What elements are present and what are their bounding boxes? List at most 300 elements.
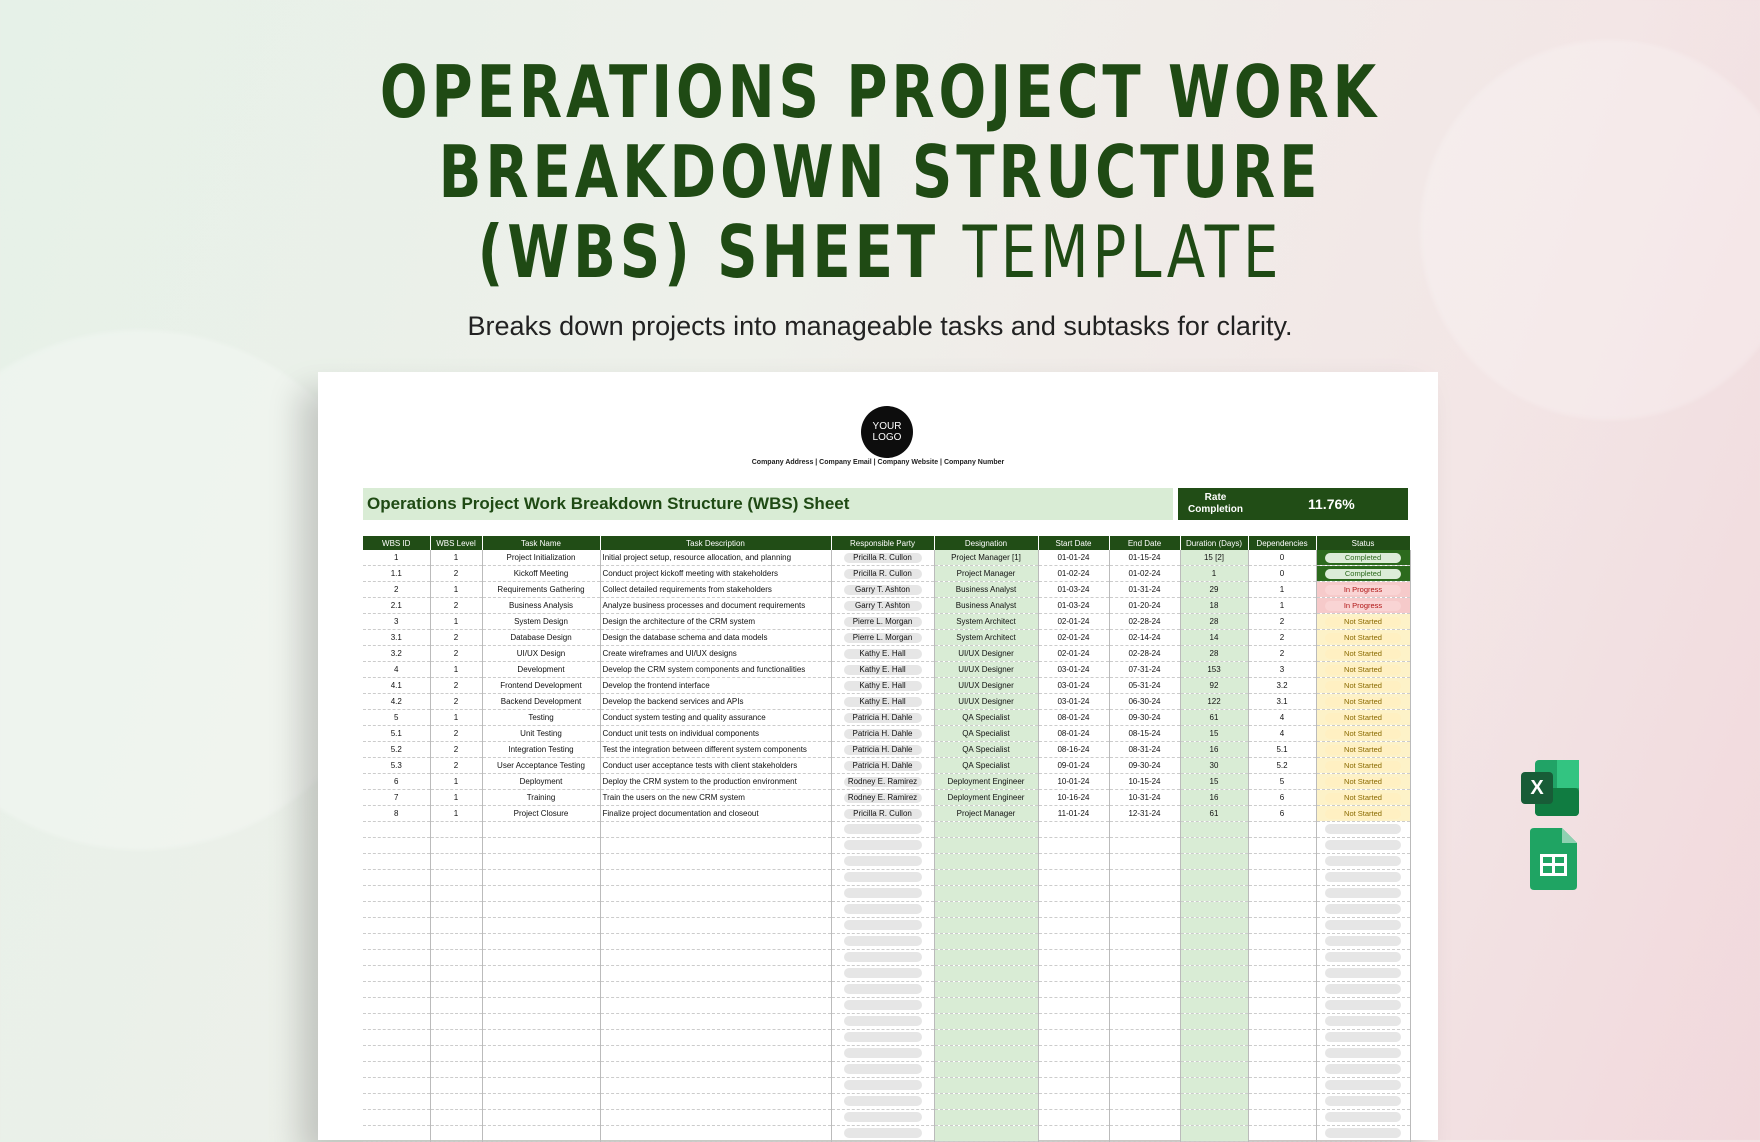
table-cell[interactable]: Create wireframes and UI/UX designs xyxy=(600,646,831,662)
table-cell[interactable] xyxy=(831,854,934,870)
table-cell[interactable]: 05-31-24 xyxy=(1109,678,1180,694)
table-cell[interactable] xyxy=(363,950,430,966)
table-cell[interactable]: 15 xyxy=(1180,774,1248,790)
table-cell[interactable] xyxy=(1248,1078,1316,1094)
table-cell[interactable] xyxy=(482,950,600,966)
table-cell[interactable]: 1 xyxy=(430,582,482,598)
table-cell[interactable] xyxy=(934,934,1038,950)
table-cell[interactable] xyxy=(1180,950,1248,966)
table-cell[interactable] xyxy=(430,838,482,854)
table-cell[interactable]: 1 xyxy=(430,710,482,726)
table-row[interactable] xyxy=(363,774,1410,790)
table-cell[interactable] xyxy=(482,998,600,1014)
table-cell[interactable]: 02-01-24 xyxy=(1038,614,1109,630)
table-cell[interactable] xyxy=(934,918,1038,934)
table-cell[interactable] xyxy=(430,1030,482,1046)
table-cell[interactable] xyxy=(831,966,934,982)
table-cell[interactable]: 01-20-24 xyxy=(1109,598,1180,614)
table-cell[interactable]: 01-01-24 xyxy=(1038,550,1109,566)
table-cell[interactable] xyxy=(831,934,934,950)
table-cell[interactable]: User Acceptance Testing xyxy=(482,758,600,774)
table-cell[interactable] xyxy=(430,886,482,902)
table-cell[interactable]: Project Manager xyxy=(934,566,1038,582)
table-cell[interactable] xyxy=(831,1014,934,1030)
table-cell[interactable] xyxy=(934,822,1038,838)
table-cell[interactable]: 30 xyxy=(1180,758,1248,774)
table-cell[interactable] xyxy=(831,694,934,710)
table-cell[interactable]: 2 xyxy=(1248,630,1316,646)
table-cell[interactable] xyxy=(934,966,1038,982)
google-sheets-icon[interactable] xyxy=(1530,828,1577,890)
table-cell[interactable]: 1 xyxy=(363,550,430,566)
table-cell[interactable]: 02-28-24 xyxy=(1109,614,1180,630)
table-row[interactable] xyxy=(363,806,1410,822)
table-cell[interactable] xyxy=(1109,838,1180,854)
table-cell[interactable] xyxy=(1316,982,1410,998)
table-cell[interactable] xyxy=(363,854,430,870)
table-cell[interactable] xyxy=(1316,614,1410,630)
table-cell[interactable] xyxy=(482,918,600,934)
table-row[interactable] xyxy=(363,598,1410,614)
empty-table-row[interactable] xyxy=(363,934,1410,950)
table-cell[interactable]: Business Analysis xyxy=(482,598,600,614)
table-cell[interactable] xyxy=(1248,1126,1316,1142)
table-cell[interactable] xyxy=(482,966,600,982)
table-cell[interactable]: 2 xyxy=(430,694,482,710)
table-cell[interactable] xyxy=(363,1062,430,1078)
table-cell[interactable]: 5.1 xyxy=(363,726,430,742)
table-cell[interactable] xyxy=(430,1062,482,1078)
table-cell[interactable] xyxy=(831,822,934,838)
table-cell[interactable]: Database Design xyxy=(482,630,600,646)
table-cell[interactable] xyxy=(1316,678,1410,694)
table-cell[interactable] xyxy=(1316,1046,1410,1062)
table-cell[interactable]: QA Specialist xyxy=(934,710,1038,726)
table-cell[interactable] xyxy=(1038,966,1109,982)
table-cell[interactable] xyxy=(600,934,831,950)
table-cell[interactable] xyxy=(934,870,1038,886)
table-cell[interactable] xyxy=(831,630,934,646)
table-cell[interactable]: 7 xyxy=(363,790,430,806)
table-cell[interactable] xyxy=(1038,902,1109,918)
table-row[interactable] xyxy=(363,582,1410,598)
table-cell[interactable] xyxy=(1038,1094,1109,1110)
table-cell[interactable] xyxy=(482,934,600,950)
table-cell[interactable] xyxy=(1248,982,1316,998)
table-cell[interactable] xyxy=(1316,726,1410,742)
table-cell[interactable] xyxy=(430,902,482,918)
table-cell[interactable] xyxy=(430,966,482,982)
empty-table-row[interactable] xyxy=(363,1014,1410,1030)
table-cell[interactable]: 3.1 xyxy=(1248,694,1316,710)
table-cell[interactable]: 92 xyxy=(1180,678,1248,694)
table-cell[interactable] xyxy=(1316,1126,1410,1142)
table-cell[interactable] xyxy=(831,1110,934,1126)
table-cell[interactable]: 03-01-24 xyxy=(1038,678,1109,694)
table-cell[interactable]: Initial project setup, resource allocation, and planning xyxy=(600,550,831,566)
table-cell[interactable] xyxy=(1316,646,1410,662)
table-cell[interactable]: 3.1 xyxy=(363,630,430,646)
table-cell[interactable] xyxy=(1248,1014,1316,1030)
table-cell[interactable]: 02-01-24 xyxy=(1038,646,1109,662)
table-cell[interactable] xyxy=(1180,854,1248,870)
empty-table-row[interactable] xyxy=(363,902,1410,918)
table-cell[interactable]: 1 xyxy=(1248,582,1316,598)
table-row[interactable] xyxy=(363,758,1410,774)
table-cell[interactable]: Conduct user acceptance tests with client stakeholders xyxy=(600,758,831,774)
table-cell[interactable] xyxy=(600,1030,831,1046)
table-cell[interactable]: Develop the frontend interface xyxy=(600,678,831,694)
table-cell[interactable]: 1 xyxy=(430,614,482,630)
table-cell[interactable]: 09-01-24 xyxy=(1038,758,1109,774)
empty-table-row[interactable] xyxy=(363,886,1410,902)
table-cell[interactable] xyxy=(600,1126,831,1142)
table-cell[interactable] xyxy=(482,1110,600,1126)
table-row[interactable] xyxy=(363,694,1410,710)
table-cell[interactable] xyxy=(363,1094,430,1110)
table-cell[interactable] xyxy=(1180,1030,1248,1046)
table-cell[interactable]: 2 xyxy=(430,758,482,774)
table-cell[interactable] xyxy=(934,886,1038,902)
table-cell[interactable] xyxy=(1248,902,1316,918)
table-cell[interactable]: 5 xyxy=(363,710,430,726)
table-cell[interactable] xyxy=(1316,822,1410,838)
table-cell[interactable]: 122 xyxy=(1180,694,1248,710)
table-cell[interactable] xyxy=(363,902,430,918)
table-cell[interactable]: 01-03-24 xyxy=(1038,582,1109,598)
table-cell[interactable]: 0 xyxy=(1248,566,1316,582)
table-cell[interactable]: System Design xyxy=(482,614,600,630)
table-cell[interactable]: 2 xyxy=(430,630,482,646)
table-cell[interactable] xyxy=(831,998,934,1014)
table-cell[interactable] xyxy=(1109,1014,1180,1030)
table-cell[interactable] xyxy=(482,854,600,870)
table-cell[interactable] xyxy=(1316,1078,1410,1094)
empty-table-row[interactable] xyxy=(363,950,1410,966)
table-cell[interactable] xyxy=(482,886,600,902)
table-cell[interactable]: 2 xyxy=(430,726,482,742)
table-cell[interactable] xyxy=(934,902,1038,918)
table-cell[interactable]: 4.2 xyxy=(363,694,430,710)
table-cell[interactable] xyxy=(1038,1046,1109,1062)
table-cell[interactable] xyxy=(1109,1094,1180,1110)
table-cell[interactable]: 28 xyxy=(1180,614,1248,630)
table-cell[interactable] xyxy=(1180,1078,1248,1094)
table-cell[interactable] xyxy=(482,838,600,854)
table-cell[interactable]: Project Manager xyxy=(934,806,1038,822)
table-cell[interactable] xyxy=(831,1094,934,1110)
table-cell[interactable] xyxy=(1180,1062,1248,1078)
table-cell[interactable] xyxy=(934,1062,1038,1078)
table-cell[interactable]: Collect detailed requirements from stakeholders xyxy=(600,582,831,598)
table-cell[interactable] xyxy=(1316,902,1410,918)
table-cell[interactable]: Backend Development xyxy=(482,694,600,710)
table-row[interactable] xyxy=(363,550,1410,566)
table-cell[interactable] xyxy=(1109,870,1180,886)
table-cell[interactable] xyxy=(831,726,934,742)
table-cell[interactable] xyxy=(363,1014,430,1030)
table-cell[interactable] xyxy=(1038,1030,1109,1046)
table-cell[interactable] xyxy=(1038,998,1109,1014)
table-cell[interactable] xyxy=(831,678,934,694)
table-cell[interactable] xyxy=(831,918,934,934)
table-cell[interactable] xyxy=(430,1126,482,1142)
table-cell[interactable] xyxy=(1316,1062,1410,1078)
table-cell[interactable] xyxy=(831,1126,934,1142)
table-row[interactable] xyxy=(363,678,1410,694)
table-cell[interactable] xyxy=(1038,854,1109,870)
table-cell[interactable] xyxy=(1248,1110,1316,1126)
table-cell[interactable]: 08-15-24 xyxy=(1109,726,1180,742)
table-cell[interactable]: 11-01-24 xyxy=(1038,806,1109,822)
table-cell[interactable] xyxy=(600,1110,831,1126)
table-cell[interactable] xyxy=(430,1046,482,1062)
table-cell[interactable]: Deployment Engineer xyxy=(934,790,1038,806)
table-cell[interactable]: 2 xyxy=(1248,646,1316,662)
table-cell[interactable] xyxy=(363,934,430,950)
table-cell[interactable]: Conduct system testing and quality assurance xyxy=(600,710,831,726)
table-cell[interactable] xyxy=(1180,966,1248,982)
table-cell[interactable]: 28 xyxy=(1180,646,1248,662)
table-cell[interactable] xyxy=(600,902,831,918)
empty-table-row[interactable] xyxy=(363,982,1410,998)
table-cell[interactable] xyxy=(600,1014,831,1030)
empty-table-row[interactable] xyxy=(363,838,1410,854)
table-cell[interactable]: 2 xyxy=(430,598,482,614)
table-cell[interactable] xyxy=(1180,838,1248,854)
table-cell[interactable] xyxy=(600,950,831,966)
table-cell[interactable] xyxy=(1180,1110,1248,1126)
table-cell[interactable]: 6 xyxy=(363,774,430,790)
table-cell[interactable] xyxy=(600,886,831,902)
table-cell[interactable] xyxy=(363,870,430,886)
table-cell[interactable]: 16 xyxy=(1180,790,1248,806)
table-cell[interactable]: 1.1 xyxy=(363,566,430,582)
table-cell[interactable] xyxy=(600,1078,831,1094)
table-cell[interactable]: Finalize project documentation and closeout xyxy=(600,806,831,822)
table-cell[interactable] xyxy=(934,998,1038,1014)
table-cell[interactable] xyxy=(1180,1094,1248,1110)
table-cell[interactable] xyxy=(1316,1030,1410,1046)
empty-table-row[interactable] xyxy=(363,998,1410,1014)
empty-table-row[interactable] xyxy=(363,1126,1410,1142)
table-cell[interactable]: 4 xyxy=(363,662,430,678)
table-cell[interactable]: Project Closure xyxy=(482,806,600,822)
table-cell[interactable]: 02-14-24 xyxy=(1109,630,1180,646)
table-cell[interactable] xyxy=(1180,822,1248,838)
table-cell[interactable]: Frontend Development xyxy=(482,678,600,694)
table-cell[interactable] xyxy=(1180,886,1248,902)
table-cell[interactable]: 6 xyxy=(1248,790,1316,806)
table-cell[interactable]: 4.1 xyxy=(363,678,430,694)
table-cell[interactable] xyxy=(1248,998,1316,1014)
table-cell[interactable] xyxy=(831,566,934,582)
table-cell[interactable] xyxy=(1109,998,1180,1014)
table-cell[interactable] xyxy=(1316,742,1410,758)
table-cell[interactable]: 14 xyxy=(1180,630,1248,646)
table-cell[interactable] xyxy=(1316,998,1410,1014)
table-cell[interactable]: UI/UX Designer xyxy=(934,662,1038,678)
table-cell[interactable]: 12-31-24 xyxy=(1109,806,1180,822)
table-cell[interactable]: 01-02-24 xyxy=(1109,566,1180,582)
table-cell[interactable] xyxy=(831,1078,934,1094)
table-cell[interactable] xyxy=(363,838,430,854)
table-cell[interactable] xyxy=(934,838,1038,854)
table-cell[interactable]: 5.2 xyxy=(363,742,430,758)
table-cell[interactable] xyxy=(1248,966,1316,982)
table-cell[interactable]: 3.2 xyxy=(363,646,430,662)
table-cell[interactable] xyxy=(1316,1110,1410,1126)
table-cell[interactable] xyxy=(482,1062,600,1078)
table-row[interactable] xyxy=(363,614,1410,630)
table-cell[interactable]: 1 xyxy=(1180,566,1248,582)
table-cell[interactable] xyxy=(430,822,482,838)
table-cell[interactable]: 61 xyxy=(1180,710,1248,726)
table-cell[interactable] xyxy=(831,806,934,822)
table-cell[interactable] xyxy=(1180,1126,1248,1142)
empty-table-row[interactable] xyxy=(363,1046,1410,1062)
table-cell[interactable] xyxy=(1109,822,1180,838)
table-cell[interactable] xyxy=(831,598,934,614)
table-cell[interactable] xyxy=(600,854,831,870)
table-cell[interactable] xyxy=(1316,790,1410,806)
table-cell[interactable]: Conduct project kickoff meeting with stakeholders xyxy=(600,566,831,582)
table-cell[interactable] xyxy=(363,1078,430,1094)
table-cell[interactable]: 61 xyxy=(1180,806,1248,822)
table-cell[interactable] xyxy=(831,902,934,918)
table-cell[interactable] xyxy=(1248,950,1316,966)
table-cell[interactable] xyxy=(363,1126,430,1142)
table-cell[interactable] xyxy=(1109,1078,1180,1094)
table-cell[interactable]: System Architect xyxy=(934,630,1038,646)
table-cell[interactable] xyxy=(600,1094,831,1110)
table-cell[interactable] xyxy=(1248,1094,1316,1110)
table-cell[interactable] xyxy=(1316,870,1410,886)
table-cell[interactable]: Develop the backend services and APIs xyxy=(600,694,831,710)
table-cell[interactable] xyxy=(482,1126,600,1142)
table-cell[interactable] xyxy=(831,646,934,662)
table-cell[interactable] xyxy=(1109,966,1180,982)
table-cell[interactable] xyxy=(1038,950,1109,966)
table-cell[interactable] xyxy=(1109,918,1180,934)
table-cell[interactable] xyxy=(600,870,831,886)
table-cell[interactable] xyxy=(1248,1046,1316,1062)
empty-table-row[interactable] xyxy=(363,1110,1410,1126)
empty-table-row[interactable] xyxy=(363,1030,1410,1046)
table-cell[interactable] xyxy=(430,934,482,950)
table-cell[interactable] xyxy=(1109,1110,1180,1126)
table-cell[interactable] xyxy=(1038,1014,1109,1030)
table-cell[interactable] xyxy=(1316,1094,1410,1110)
table-row[interactable] xyxy=(363,630,1410,646)
table-cell[interactable] xyxy=(482,870,600,886)
table-cell[interactable] xyxy=(363,998,430,1014)
table-cell[interactable] xyxy=(363,982,430,998)
table-cell[interactable] xyxy=(934,1046,1038,1062)
table-cell[interactable] xyxy=(1248,854,1316,870)
table-cell[interactable] xyxy=(1109,1126,1180,1142)
table-cell[interactable] xyxy=(1248,870,1316,886)
table-cell[interactable] xyxy=(1316,950,1410,966)
table-cell[interactable]: 10-16-24 xyxy=(1038,790,1109,806)
table-cell[interactable]: Kickoff Meeting xyxy=(482,566,600,582)
table-cell[interactable] xyxy=(600,822,831,838)
table-cell[interactable] xyxy=(1316,630,1410,646)
table-cell[interactable] xyxy=(1316,758,1410,774)
table-cell[interactable]: 08-31-24 xyxy=(1109,742,1180,758)
empty-table-row[interactable] xyxy=(363,854,1410,870)
table-cell[interactable] xyxy=(934,1094,1038,1110)
table-cell[interactable]: 02-28-24 xyxy=(1109,646,1180,662)
table-cell[interactable] xyxy=(430,998,482,1014)
table-cell[interactable]: 15 xyxy=(1180,726,1248,742)
empty-table-row[interactable] xyxy=(363,822,1410,838)
table-cell[interactable] xyxy=(430,1014,482,1030)
table-cell[interactable] xyxy=(363,918,430,934)
table-cell[interactable] xyxy=(482,1046,600,1062)
table-cell[interactable] xyxy=(1180,918,1248,934)
table-cell[interactable] xyxy=(831,758,934,774)
table-cell[interactable] xyxy=(1316,934,1410,950)
table-cell[interactable] xyxy=(1316,774,1410,790)
table-cell[interactable] xyxy=(1109,1030,1180,1046)
table-cell[interactable]: 01-31-24 xyxy=(1109,582,1180,598)
table-cell[interactable] xyxy=(1109,886,1180,902)
table-row[interactable] xyxy=(363,662,1410,678)
table-row[interactable] xyxy=(363,710,1410,726)
table-cell[interactable] xyxy=(1316,966,1410,982)
table-cell[interactable] xyxy=(831,1030,934,1046)
table-cell[interactable] xyxy=(430,918,482,934)
table-cell[interactable] xyxy=(831,1062,934,1078)
table-cell[interactable] xyxy=(1316,694,1410,710)
table-cell[interactable]: 5.1 xyxy=(1248,742,1316,758)
table-cell[interactable] xyxy=(934,1014,1038,1030)
table-row[interactable] xyxy=(363,726,1410,742)
table-cell[interactable] xyxy=(1038,934,1109,950)
table-cell[interactable]: 10-01-24 xyxy=(1038,774,1109,790)
table-cell[interactable]: Deploy the CRM system to the production environment xyxy=(600,774,831,790)
table-cell[interactable] xyxy=(831,710,934,726)
table-cell[interactable]: QA Specialist xyxy=(934,726,1038,742)
table-cell[interactable]: Unit Testing xyxy=(482,726,600,742)
table-cell[interactable]: 03-01-24 xyxy=(1038,694,1109,710)
empty-table-row[interactable] xyxy=(363,1078,1410,1094)
table-cell[interactable]: Design the architecture of the CRM system xyxy=(600,614,831,630)
table-cell[interactable] xyxy=(831,662,934,678)
table-cell[interactable]: UI/UX Designer xyxy=(934,646,1038,662)
empty-table-row[interactable] xyxy=(363,1094,1410,1110)
table-cell[interactable]: Business Analyst xyxy=(934,582,1038,598)
table-cell[interactable]: 6 xyxy=(1248,806,1316,822)
table-cell[interactable]: 1 xyxy=(430,774,482,790)
table-cell[interactable] xyxy=(1248,886,1316,902)
table-cell[interactable] xyxy=(600,1046,831,1062)
table-cell[interactable] xyxy=(1180,934,1248,950)
table-cell[interactable]: Deployment xyxy=(482,774,600,790)
table-cell[interactable] xyxy=(1109,902,1180,918)
table-cell[interactable]: Project Manager [1] xyxy=(934,550,1038,566)
table-cell[interactable] xyxy=(600,982,831,998)
table-cell[interactable]: 01-02-24 xyxy=(1038,566,1109,582)
table-cell[interactable]: Training xyxy=(482,790,600,806)
table-cell[interactable]: 2 xyxy=(430,646,482,662)
table-cell[interactable] xyxy=(363,966,430,982)
table-cell[interactable] xyxy=(934,950,1038,966)
table-cell[interactable] xyxy=(1038,838,1109,854)
table-cell[interactable]: 1 xyxy=(1248,598,1316,614)
table-cell[interactable]: 1 xyxy=(430,662,482,678)
